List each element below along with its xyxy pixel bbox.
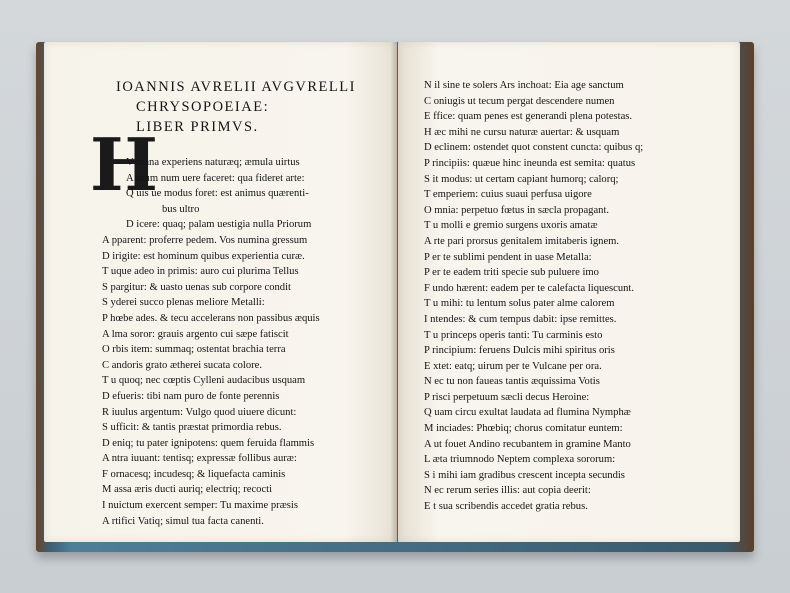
right-page-text [424, 78, 734, 515]
text-line: S pargitur: & uasto uenas sub corpore condit [102, 281, 291, 293]
text-line: T u quoq; nec cœptis Cylleni audacibus usquam [102, 375, 306, 387]
text-line: R iuulus argentum: Vulgo quod uiuere dicunt: [102, 406, 297, 418]
text-line: bus ultro [162, 203, 200, 215]
text-line: E ffice: quam penes est generandi plena potestas. [424, 111, 633, 123]
title-line-2: CHRYSOPOEIAE: [136, 99, 270, 115]
text-line: A urum num uere faceret: qua fideret arte: [126, 172, 305, 184]
text-line: E t sua scribendis accedet gratia rebus. [424, 501, 588, 513]
text-line: A pparent: proferre pedem. Vos numina gressum [102, 234, 308, 246]
text-line: V mana experiens naturæq; æmula uirtus [126, 157, 300, 168]
text-line: P risci perpetuum sæcli decus Heroine: [424, 391, 590, 403]
text-line: O rbis item: summaq; ostentat brachia terra [102, 344, 286, 356]
drop-cap-initial: H [90, 122, 159, 207]
text-line: P er te sublimi pendent in uase Metalla: [424, 251, 592, 263]
text-line: N ec tu non faueas tantis æquissima Votis [424, 376, 600, 388]
text-line: P rincipium: feruens Dulcis mihi spiritus oris [424, 345, 615, 357]
text-line: M assa æris ducti auriq; electriq; recocti [102, 484, 273, 496]
text-line: I ntendes: & cum tempus dabit: ipse remittes. [424, 313, 617, 325]
title-line-3: LIBER PRIMVS. [136, 119, 259, 135]
text-line: N il sine te solers Ars inchoat: Eia age sanctum [424, 80, 624, 91]
text-line: D icere: quaq; palam uestigia nulla Priorum [126, 219, 312, 231]
text-line: A rte pari prorsus genitalem imitaberis ignem. [424, 235, 620, 247]
open-book [36, 40, 754, 552]
text-line: T u princeps operis tanti: Tu carminis esto [424, 329, 603, 341]
text-line: E xtet: eatq; uirum per te Vulcane per ora. [424, 360, 602, 372]
text-line: Q uis ue modus foret: est animus quærenti- [126, 188, 309, 200]
text-line: Q uam circu exultat laudata ad flumina Nymphæ [424, 407, 631, 419]
text-line: T u molli e gremio surgens uxoris amatæ [424, 220, 598, 232]
text-line: A rtifici Vatiq; simul tua facta canenti. [102, 515, 264, 527]
text-line: T u mihi: tu lentum solus pater alme calorem [424, 298, 615, 310]
text-line: A ut fouet Andino recubantem in gramine Manto [424, 438, 631, 450]
text-line: D eniq; tu pater ignipotens: quem feruida flammis [102, 437, 315, 449]
text-line: D efueris: tibi nam puro de fonte perennis [102, 390, 280, 402]
text-line: S yderei succo plenas meliore Metalli: [102, 297, 265, 309]
text-line: S i mihi iam gradibus crescent incepta secundis [424, 469, 625, 481]
text-line: D eclinem: ostendet quot constent cuncta: quibus q; [424, 142, 644, 154]
text-line: P er te eadem triti specie sub puluere imo [424, 267, 599, 279]
left-page [44, 42, 397, 542]
title-line-1: IOANNIS AVRELII AVGVRELLI [116, 79, 356, 95]
text-line: N ec rerum series illis: aut copia deerit: [424, 485, 591, 497]
text-line: C oniugis ut tecum pergat descendere numen [424, 95, 615, 107]
text-line: F ornacesq; incudesq; & liquefacta caminis [102, 468, 286, 480]
text-line: A lma soror: grauis argento cui sæpe fatiscit [102, 328, 289, 340]
text-line: T uque adeo in primis: auro cui plurima Tellus [102, 266, 299, 278]
text-line: A ntra iuuant: tentisq; expressæ follibus auræ: [102, 453, 297, 465]
text-line: H æc mihi ne cursu naturæ auertar: & usquam [424, 126, 620, 138]
left-page-text [102, 155, 388, 529]
text-line: P rincipiis: quæue hinc ineunda est semita: quatus [424, 157, 636, 169]
text-line: F undo hærent: eadem per te calefacta liquescunt. [424, 282, 635, 294]
text-line: S it modus: ut certam capiant humorq; calorq; [424, 173, 619, 185]
text-line: O mnia: perpetuo fœtus in sæcla propagant. [424, 204, 610, 216]
text-line: D irigite: est hominum quibus experientia curæ. [102, 250, 305, 262]
text-line: C andoris grato ætherei sucata colore. [102, 359, 263, 371]
text-line: T emperiem: cuius suaui perfusa uigore [424, 189, 592, 201]
text-line: S ufficit: & tantis præstat primordia rebus. [102, 422, 282, 434]
text-line: L æta triumnodo Neptem complexa sororum: [424, 454, 616, 466]
right-page [398, 42, 740, 542]
text-line: I nuictum exercent semper: Tu maxime præsis [102, 500, 298, 512]
text-line: M inciades: Phœbiq; chorus comitatur euntem: [424, 423, 623, 435]
text-line: P hœbe ades. & tecu accelerans non passibus æquis [102, 312, 320, 324]
